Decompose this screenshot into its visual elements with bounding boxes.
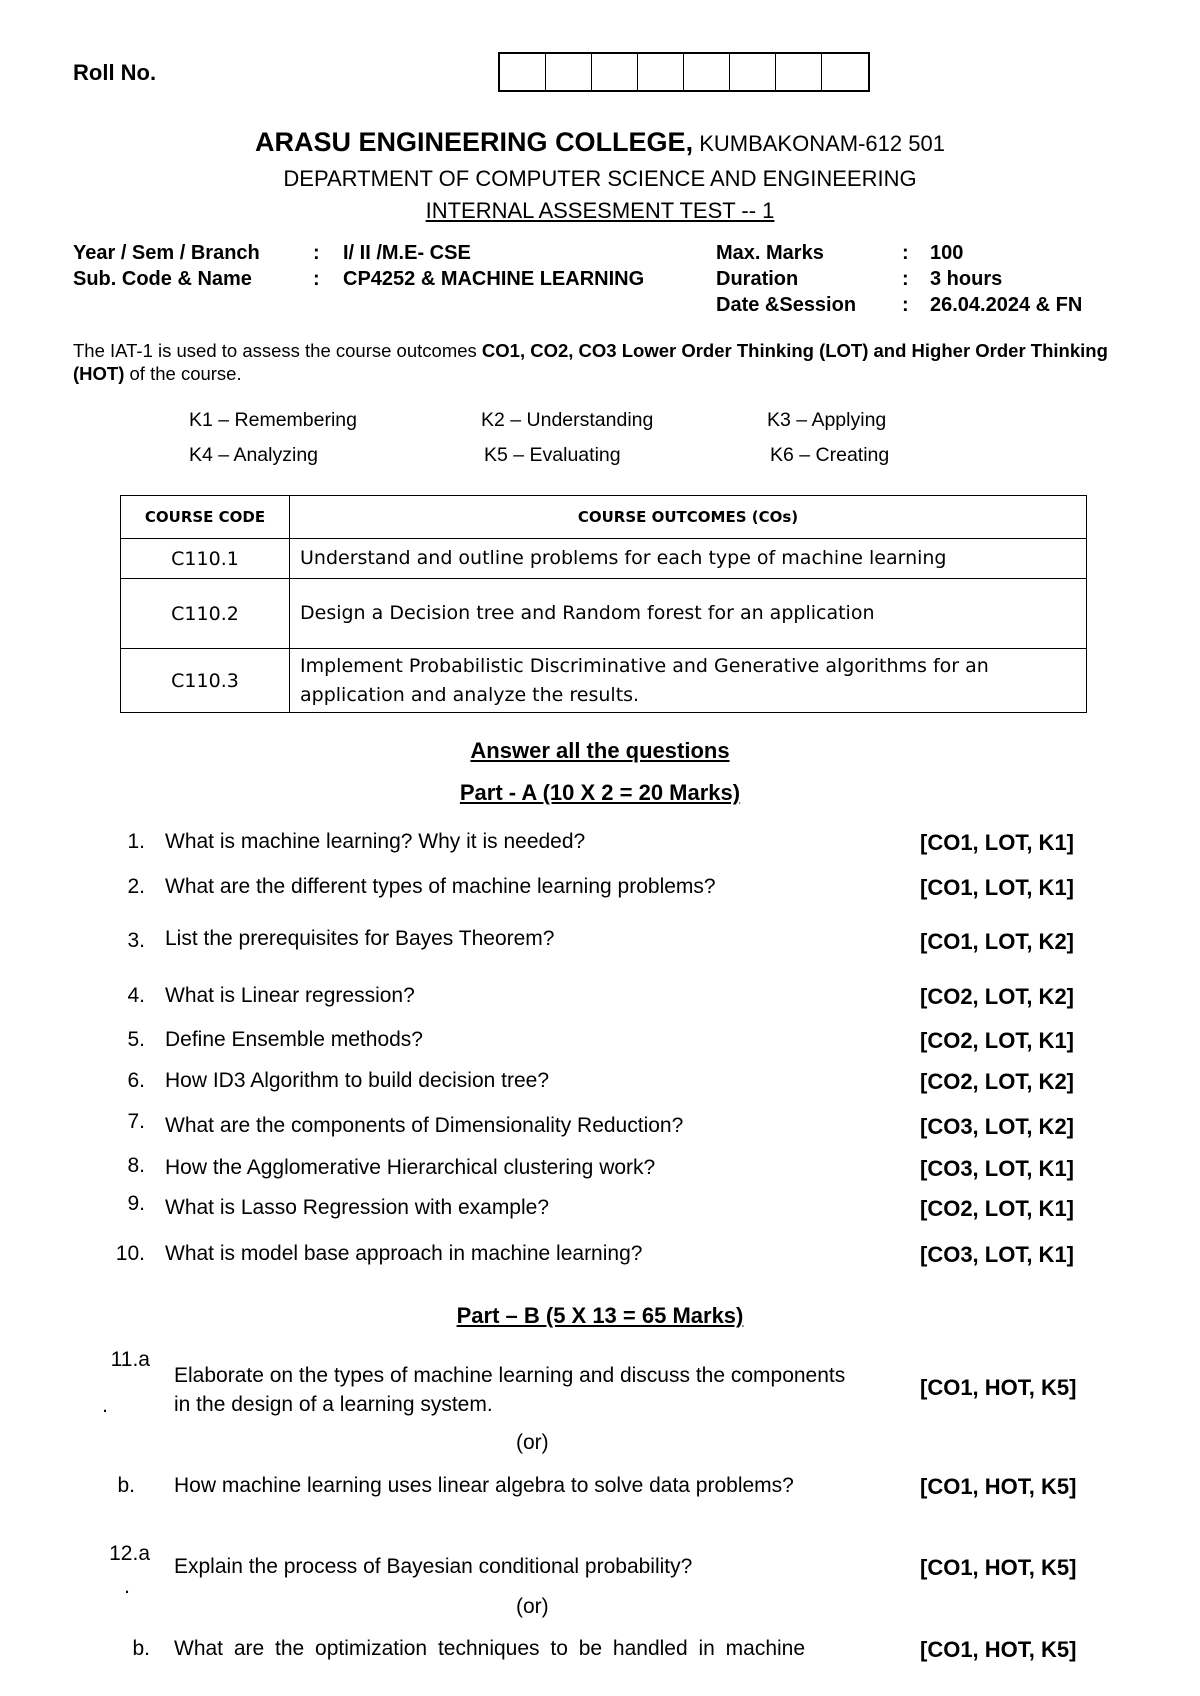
duration-label: Duration xyxy=(716,268,799,290)
intro-paragraph xyxy=(73,339,1143,385)
course-outcome-cell: Design a Decision tree and Random forest for an application xyxy=(290,579,1087,649)
question-tag: [CO2, LOT, K2] xyxy=(920,1069,1075,1094)
question-tag: [CO1, HOT, K5] xyxy=(920,1474,1077,1499)
roll-digit-box[interactable] xyxy=(546,54,592,90)
roll-digit-box[interactable] xyxy=(638,54,684,90)
question-number: b. xyxy=(132,1637,150,1660)
colon: : xyxy=(313,268,320,290)
question-tag: [CO1, HOT, K5] xyxy=(920,1637,1077,1662)
date-session-value: 26.04.2024 & FN xyxy=(930,294,1083,316)
question-tag: [CO1, LOT, K2] xyxy=(920,929,1075,954)
course-code-cell: C110.2 xyxy=(121,579,290,649)
course-code-cell: C110.1 xyxy=(121,539,290,579)
question-number: 1. xyxy=(127,830,145,853)
roll-digit-box[interactable] xyxy=(592,54,638,90)
question-tag: [CO2, LOT, K1] xyxy=(920,1196,1075,1221)
question-tag: [CO1, LOT, K1] xyxy=(920,875,1075,900)
question-number: 8. xyxy=(127,1154,145,1177)
or-separator: (or) xyxy=(516,1595,549,1618)
colon: : xyxy=(902,268,909,290)
roll-number-label: Roll No. xyxy=(73,60,157,85)
roll-digit-box[interactable] xyxy=(684,54,730,90)
test-title: INTERNAL ASSESMENT TEST -- 1 xyxy=(425,198,775,223)
k-level-item: K6 – Creating xyxy=(770,444,890,466)
question-number: 10. xyxy=(115,1242,145,1265)
date-session-label: Date &Session xyxy=(716,294,857,316)
question-tag: [CO1, HOT, K5] xyxy=(920,1555,1077,1580)
table-header-row xyxy=(121,496,1087,539)
column-header: COURSE CODE xyxy=(121,496,290,539)
question-number: 12.a xyxy=(109,1542,150,1565)
roll-digit-box[interactable] xyxy=(500,54,546,90)
question-number-dot: . xyxy=(124,1575,130,1598)
max-marks-value: 100 xyxy=(930,242,964,264)
question-number: b. xyxy=(117,1474,135,1497)
question-number: 3. xyxy=(127,929,145,952)
course-code-cell: C110.3 xyxy=(121,649,290,713)
question-text: What are the components of Dimensionality Reduction? xyxy=(165,1114,684,1137)
question-number-dot: . xyxy=(102,1394,108,1417)
table-row xyxy=(121,539,1087,579)
roll-number-boxes[interactable] xyxy=(498,52,870,92)
question-text: Explain the process of Bayesian conditional probability? xyxy=(174,1555,693,1578)
question-tag: [CO2, LOT, K2] xyxy=(920,984,1075,1009)
question-text: What are the optimization techniques to be handled in machine xyxy=(174,1637,806,1660)
question-text: What is model base approach in machine learning? xyxy=(165,1242,643,1265)
question-tag: [CO3, LOT, K1] xyxy=(920,1156,1075,1181)
max-marks-label: Max. Marks xyxy=(716,242,824,264)
intro-prefix: The IAT-1 is used to assess the course outcomes xyxy=(73,340,482,361)
question-number: 2. xyxy=(127,875,145,898)
college-title xyxy=(0,127,1200,158)
part-a-heading: Part - A (10 X 2 = 20 Marks) xyxy=(459,780,741,805)
table-row xyxy=(121,579,1087,649)
question-text: List the prerequisites for Bayes Theorem? xyxy=(165,927,555,950)
subject-label: Sub. Code & Name xyxy=(73,268,252,290)
college-name: ARASU ENGINEERING COLLEGE, xyxy=(255,127,694,157)
question-text: What is Linear regression? xyxy=(165,984,415,1007)
question-text: What is machine learning? Why it is needed? xyxy=(165,830,586,853)
course-outcomes-table xyxy=(120,495,1087,713)
duration-value: 3 hours xyxy=(930,268,1003,290)
question-number: 11.a xyxy=(110,1348,150,1371)
part-b-heading: Part – B (5 X 13 = 65 Marks) xyxy=(456,1303,744,1328)
question-tag: [CO3, LOT, K1] xyxy=(920,1242,1075,1267)
question-tag: [CO1, LOT, K1] xyxy=(920,830,1075,855)
question-number: 7. xyxy=(127,1110,145,1133)
instructions-heading: Answer all the questions xyxy=(470,738,730,763)
question-text: Define Ensemble methods? xyxy=(165,1028,423,1051)
roll-digit-box[interactable] xyxy=(776,54,822,90)
roll-digit-box[interactable] xyxy=(730,54,776,90)
question-tag: [CO1, HOT, K5] xyxy=(920,1375,1077,1400)
question-tag: [CO3, LOT, K2] xyxy=(920,1114,1075,1139)
question-text: Elaborate on the types of machine learning and discuss the components in the design of a learning system. xyxy=(174,1364,846,1416)
k-level-item: K5 – Evaluating xyxy=(484,444,621,466)
year-value: I/ II /M.E- CSE xyxy=(343,242,471,264)
question-text: How machine learning uses linear algebra to solve data problems? xyxy=(174,1474,794,1497)
k-level-item: K4 – Analyzing xyxy=(189,444,319,466)
table-row xyxy=(121,649,1087,713)
question-number: 5. xyxy=(127,1028,145,1051)
colon: : xyxy=(313,242,320,264)
question-text: What is Lasso Regression with example? xyxy=(165,1196,550,1219)
college-place: KUMBAKONAM-612 501 xyxy=(693,131,945,156)
department-title: DEPARTMENT OF COMPUTER SCIENCE AND ENGINEERING xyxy=(283,166,917,191)
or-separator: (or) xyxy=(516,1431,549,1454)
course-outcome-cell: Implement Probabilistic Discriminative and Generative algorithms for an application and analyze the results. xyxy=(290,649,1087,713)
subject-value: CP4252 & MACHINE LEARNING xyxy=(343,268,645,290)
k-level-item: K3 – Applying xyxy=(767,409,887,431)
intro-outcomes: CO1, CO2, CO3 Lower Order Thinking (LOT) and Higher Order Thinking (HOT) xyxy=(73,340,1108,384)
year-label: Year / Sem / Branch xyxy=(73,242,260,264)
question-tag: [CO2, LOT, K1] xyxy=(920,1028,1075,1053)
k-level-item: K1 – Remembering xyxy=(189,409,357,431)
question-number: 4. xyxy=(127,984,145,1007)
question-number: 9. xyxy=(127,1192,145,1215)
roll-digit-box[interactable] xyxy=(822,54,868,90)
course-outcome-cell: Understand and outline problems for each type of machine learning xyxy=(290,539,1087,579)
question-text: How ID3 Algorithm to build decision tree? xyxy=(165,1069,550,1092)
intro-suffix: of the course. xyxy=(124,363,242,384)
question-text: How the Agglomerative Hierarchical clustering work? xyxy=(165,1156,656,1179)
colon: : xyxy=(902,294,909,316)
question-number: 6. xyxy=(127,1069,145,1092)
k-level-item: K2 – Understanding xyxy=(481,409,654,431)
colon: : xyxy=(902,242,909,264)
question-text: What are the different types of machine learning problems? xyxy=(165,875,716,898)
column-header: COURSE OUTCOMES (COs) xyxy=(290,496,1087,539)
